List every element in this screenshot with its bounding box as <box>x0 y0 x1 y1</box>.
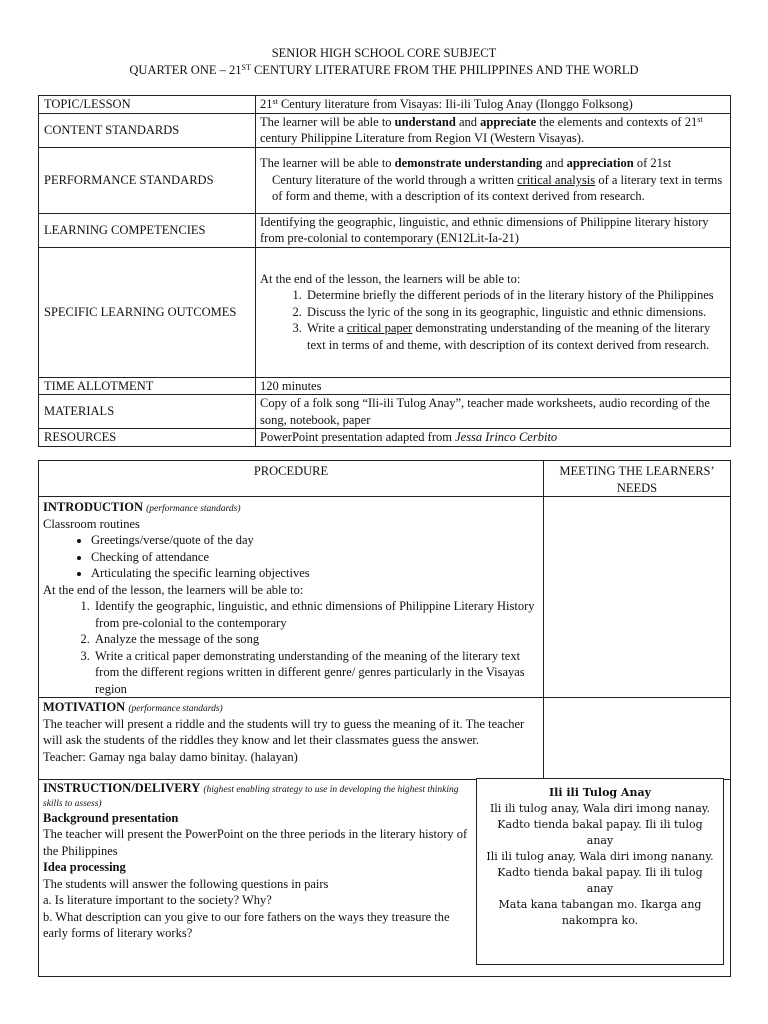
song-line: Kadto tienda bakal papay. Ili ili tulog anay <box>497 817 703 847</box>
song-line: Ili ili tulog anay, Wala diri imong nanay. <box>489 801 711 815</box>
idea-processing-title: Idea processing <box>43 860 126 875</box>
resources-row <box>39 429 731 447</box>
time-allotment-value: 120 minutes <box>256 377 731 395</box>
introduction-row <box>39 497 731 698</box>
song-line: Mata kana tabangan mo. Ikarga ang nakompra ko. <box>498 897 702 927</box>
motivation-row <box>39 698 731 780</box>
motivation-needs-cell <box>544 698 731 780</box>
content-standards-label: CONTENT STANDARDS <box>39 113 256 147</box>
materials-value: Copy of a folk song “Ili-ili Tulog Anay”, teacher made worksheets, audio recording of the song, notebook, paper <box>256 395 731 429</box>
introduction-cell: INTRODUCTION (performance standards) Classroom routines • Greetings/verse/quote of the day • Checking of attendance • Articulating the specific learning objectives At the end of the lesson, the learners will be able to: 1. Identify the geographic, linguistic, and ethnic dimensions of Philippine Literary History from pre-colonial to the contemporary 2. Analyze the message of the song 3. Write a critical paper demonstrating understanding of the meaning of the literary text from the different regions written in different genre/ genres particularly in the Visayas region <box>39 497 544 698</box>
introduction-needs-cell <box>544 497 731 698</box>
outcome-item: 1. Determine briefly the different periods of in the literary history of the Philippines <box>305 287 726 304</box>
learners-needs-header: MEETING THE LEARNERS’ NEEDS <box>544 461 731 497</box>
intro-outcome-label: At the end of the lesson, the learners will be able to: <box>43 582 304 597</box>
intro-outcome-item: 2. Analyze the message of the song <box>93 631 539 648</box>
materials-row <box>39 395 731 429</box>
motivation-text: The teacher will present a riddle and the students will try to guess the meaning of it. The teacher will ask the students of the riddles they know and let their classmates guess the answer. <box>43 716 525 748</box>
background-title: Background presentation <box>43 810 179 825</box>
instruction-title: INSTRUCTION/DELIVERY <box>43 781 201 796</box>
motivation-teacher-line: Teacher: Gamay nga balay damo binitay. (halayan) <box>43 749 298 764</box>
content-standards-value: The learner will be able to understand and appreciate the elements and contexts of 21st century Philippine Literature from Region VI (Western Visayas). <box>256 113 731 147</box>
materials-label: MATERIALS <box>39 395 256 429</box>
routine-item: • Greetings/verse/quote of the day <box>91 532 539 549</box>
specific-outcomes-row <box>39 247 731 377</box>
resources-value: PowerPoint presentation adapted from Jessa Irinco Cerbito <box>256 429 731 447</box>
learning-competencies-row <box>39 213 731 247</box>
outcome-item: 2. Discuss the lyric of the song in its geographic, linguistic and ethnic dimensions. <box>305 304 726 321</box>
time-allotment-label: TIME ALLOTMENT <box>39 377 256 395</box>
learning-competencies-value: Identifying the geographic, linguistic, and ethnic dimensions of Philippine literary history from pre-colonial to contemporary (EN12Lit-Ia-21) <box>256 213 731 247</box>
header-line-1: SENIOR HIGH SCHOOL CORE SUBJECT <box>271 46 497 60</box>
performance-standards-value: The learner will be able to demonstrate understanding and appreciation of 21st Century literature of the world through a written critical analysis of a literary text in terms of form and theme, with a description of its context derived from research. <box>256 147 731 213</box>
intro-outcome-item: 3. Write a critical paper demonstrating understanding of the meaning of the literary text from the different regions written in different genre/ genres particularly in the Visayas region <box>93 648 539 698</box>
motivation-cell: MOTIVATION (performance standards) The teacher will present a riddle and the students will try to guess the meaning of it. The teacher will ask the students of the riddles they know and let their classmates guess the answer. Teacher: Gamay nga balay damo binitay. (halayan) <box>39 698 544 780</box>
routine-item: • Articulating the specific learning objectives <box>91 565 539 582</box>
motivation-title: MOTIVATION <box>43 700 126 715</box>
routines-label: Classroom routines <box>43 516 140 531</box>
topic-label: TOPIC/LESSON <box>39 96 256 114</box>
routine-item: • Checking of attendance <box>91 549 539 566</box>
idea-processing-text: The students will answer the following questions in pairs <box>43 876 329 891</box>
song-lyrics-box <box>476 778 724 965</box>
question-a: a. Is literature important to the society? Why? <box>43 893 272 908</box>
outcomes-list <box>260 287 726 353</box>
resources-label: RESOURCES <box>39 429 256 447</box>
procedure-header-row <box>39 461 731 497</box>
song-line: Kadto tienda bakal papay. Ili ili tulog anay <box>497 865 703 895</box>
topic-row <box>39 96 731 114</box>
outcome-item: 3. Write a critical paper demonstrating understanding of the meaning of the literary text in terms of and theme, with description of its context derived from research. <box>305 320 726 353</box>
lesson-info-table <box>38 95 731 447</box>
content-standards-row <box>39 113 731 147</box>
intro-outcome-item: 1. Identify the geographic, linguistic, and ethnic dimensions of Philippine Literary History from pre-colonial to the contemporary <box>93 598 539 631</box>
instruction-cell: INSTRUCTION/DELIVERY (highest enabling strategy to use in developing the highest thinking skills to assess) Background presentation The teacher will present the PowerPoint on the three periods in the literary history of the Philippines Idea processing The students will answer the following questions in pairs a. Is literature important to the society? Why? b. What description can you give to our fore fathers on the ways they treasure the early forms of literary works? <box>39 780 731 977</box>
song-title: Ili ili Tulog Anay <box>549 786 651 799</box>
introduction-title: INTRODUCTION <box>43 500 144 514</box>
topic-value: 21st Century literature from Visayas: Ili-ili Tulog Anay (Ilonggo Folksong) <box>256 96 731 114</box>
specific-outcomes-value <box>256 247 731 377</box>
outcomes-intro: At the end of the lesson, the learners will be able to: <box>260 271 521 286</box>
performance-standards-row <box>39 147 731 213</box>
time-allotment-row <box>39 377 731 395</box>
procedure-header: PROCEDURE <box>39 461 544 497</box>
learning-competencies-label: LEARNING COMPETENCIES <box>39 213 256 247</box>
question-b: b. What description can you give to our fore fathers on the ways they treasure the early forms of literary works? <box>43 909 450 941</box>
song-line: Ili ili tulog anay, Wala diri imong nanany. <box>486 849 714 863</box>
routines-list <box>43 532 539 582</box>
intro-outcomes-list <box>43 598 539 697</box>
background-text: The teacher will present the PowerPoint on the three periods in the literary history of the Philippines <box>43 827 468 858</box>
performance-standards-label: PERFORMANCE STANDARDS <box>39 147 256 213</box>
specific-outcomes-label: SPECIFIC LEARNING OUTCOMES <box>39 247 256 377</box>
header-line-2: QUARTER ONE – 21ST CENTURY LITERATURE FROM THE PHILIPPINES AND THE WORLD <box>129 63 639 77</box>
